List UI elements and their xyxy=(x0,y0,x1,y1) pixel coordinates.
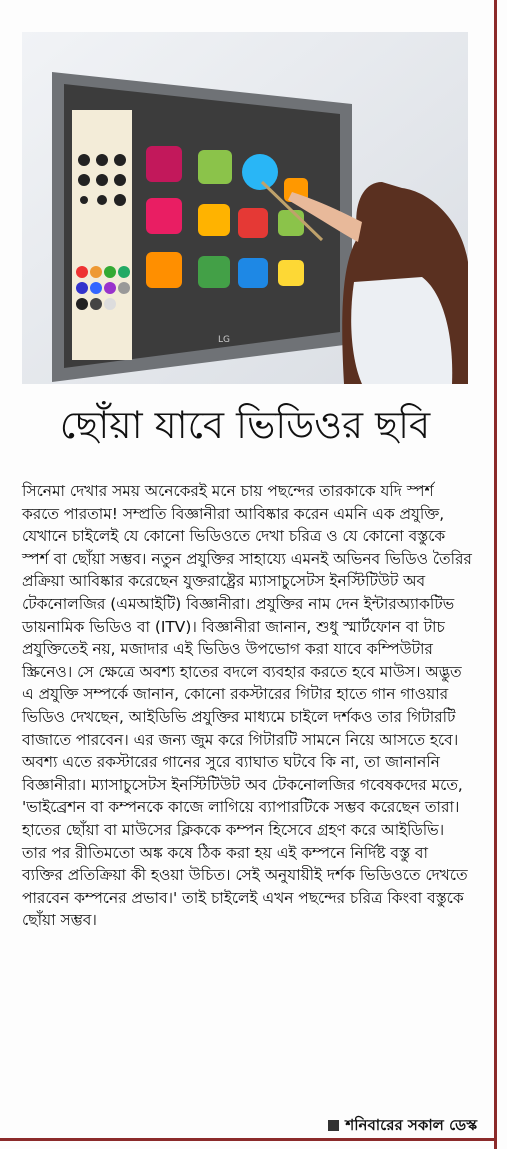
article-photo xyxy=(22,32,468,384)
page-frame-right xyxy=(494,0,497,1149)
article-body: সিনেমা দেখার সময় অনেকেরই মনে চায় পছন্দের তারকাকে যদি স্পর্শ করতে পারতাম! সম্প্রতি বিজ্ঞানীরা আবিষ্কার করেন এমনি এক প্রযুক্তি, যেখানে চাইলেই যে কোনো ভিডিওতে দেখা চরিত্র ও যে কোনো বস্তুকে স্পর্শ বা ছোঁয়া সম্ভব। নতুন প্রযুক্তির সাহায্যে এমনই অভিনব ভিডিও তৈরির প্রক্রিয়া আবিষ্কার করেছেন যুক্তরাষ্ট্রের ম্যাসাচুসেটস ইনস্টিটিউট অব টেকনোলজির (এমআইটি) বিজ্ঞানীরা। প্রযুক্তির নাম দেন ইন্টারঅ্যাকটিভ ডায়নামিক ভিডিও বা (ITV)। বিজ্ঞানীরা জানান, শুধু স্মার্টফোন বা টাচ প্রযুক্তিতেই নয়, মজাদার এই ভিডিও উপভোগ করা যাবে কম্পিউটার স্ক্রিনেও। সে ক্ষেত্রে অবশ্য হাতের বদলে ব্যবহার করতে হবে মাউস। অদ্ভুত এ প্রযুক্তি সম্পর্কে জানান, কোনো রকস্টারের গিটার হাতে গান গাওয়ার ভিডিও দেখছেন, আইডিভি প্রযুক্তির মাধ্যমে চাইলে দর্শকও তার গিটারটি বাজাতে পারবেন। এর জন্য জুম করে গিটারটি সামনে নিয়ে আসতে হবে। অবশ্য এতে রকস্টারের গানের সুরে ব্যাঘাত ঘটবে কি না, তা জানাননি বিজ্ঞানীরা। ম্যাসাচুসেটস ইনস্টিটিউট অব টেকনোলজির গবেষকদের মতে, 'ভাইব্রেশন বা কম্পনকে কাজে লাগিয়ে ব্যাপারটিকে সম্ভব করেছেন তারা। হাতের ছোঁয়া বা মাউসের ক্লিককে কম্পন হিসেবে গ্রহণ করে আইডিভি। তার পর রীতিমতো অঙ্ক কষে ঠিক করা হয় এই কম্পনে নির্দিষ্ট বস্তু বা ব্যক্তির প্রতিক্রিয়া কী হওয়া উচিত। সেই অনুযায়ীই দর্শক ভিডিওতে দেখতে পারবেন কম্পনের প্রভাব।' তাই চাইলেই এখন পছন্দের চরিত্র কিংবা বস্তুকে ছোঁয়া সম্ভব। xyxy=(22,482,472,930)
article-byline xyxy=(328,1114,477,1139)
byline-text: শনিবারের সকাল ডেস্ক xyxy=(345,1116,477,1134)
svg-text:LG: LG xyxy=(218,335,230,345)
article-headline: ছোঁয়া যাবে ভিডিওর ছবি xyxy=(59,403,431,447)
byline-square-icon xyxy=(328,1120,339,1131)
